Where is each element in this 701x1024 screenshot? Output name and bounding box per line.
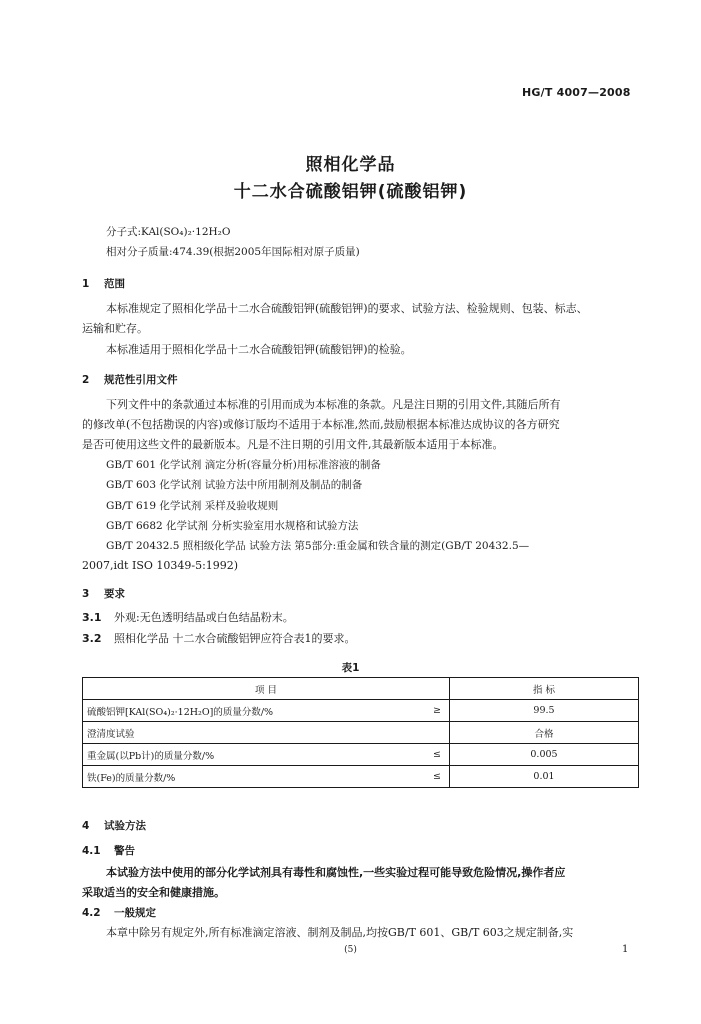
clause-title: 一般规定 — [114, 907, 156, 919]
table-cell-item: 硫酸铝钾[KAl(SO₄)₂·12H₂O]的质量分数/% — [83, 700, 426, 722]
section-title: 范围 — [104, 278, 125, 290]
requirement-3-2 — [82, 630, 356, 648]
reference-continuation: 2007,idt ISO 10349-5:1992) — [82, 559, 239, 572]
molecular-formula: 分子式:KAl(SO₄)₂·12H₂O — [106, 226, 231, 238]
reference-item: GB/T 601 化学试剂 滴定分析(容量分析)用标准溶液的制备 — [106, 459, 381, 471]
paragraph-line: 的修改单(不包括勘误的内容)或修订版均不适用于本标准,然而,鼓励根据本标准达成协议的各方研究 — [82, 418, 560, 431]
section-number: 3 — [82, 588, 90, 600]
section-number: 1 — [82, 278, 90, 290]
table-cell-operator — [425, 722, 450, 744]
section-1-heading — [82, 276, 125, 291]
table-row — [83, 722, 639, 744]
table-cell-operator: ≥ — [425, 700, 450, 722]
paragraph-line: 本标准适用于照相化学品十二水合硫酸铝钾(硫酸铝钾)的检验。 — [106, 343, 412, 356]
requirement-3-1 — [82, 609, 294, 627]
requirements-table — [82, 677, 639, 788]
reference-item: GB/T 6682 化学试剂 分析实验室用水规格和试验方法 — [106, 520, 359, 532]
section-4-2-heading — [82, 905, 156, 920]
paragraph-line: 运输和贮存。 — [82, 322, 148, 335]
section-number: 2 — [82, 374, 90, 386]
paragraph-line: 下列文件中的条款通过本标准的引用而成为本标准的条款。凡是注日期的引用文件,其随后所有 — [106, 398, 561, 411]
clause-number: 4.1 — [82, 845, 101, 857]
table-cell-value: 合格 — [450, 722, 639, 744]
clause-text: 照相化学品 十二水合硫酸铝钾应符合表1的要求。 — [114, 632, 356, 645]
clause-number: 4.2 — [82, 907, 101, 919]
section-3-heading — [82, 586, 125, 601]
table-cell-item: 重金属(以Pb计)的质量分数/% — [83, 744, 426, 766]
section-4-heading — [82, 818, 146, 833]
section-4-1-heading — [82, 843, 135, 858]
document-title-line2: 十二水合硫酸铝钾(硫酸铝钾) — [233, 182, 468, 202]
table-cell-value: 99.5 — [450, 700, 639, 722]
section-title: 要求 — [104, 588, 125, 600]
table-cell-item: 铁(Fe)的质量分数/% — [83, 766, 426, 788]
section-number: 4 — [82, 820, 90, 832]
reference-item: GB/T 20432.5 照相级化学品 试验方法 第5部分:重金属和铁含量的测定(GB/T 20432.5— — [106, 540, 530, 552]
section-title: 试验方法 — [104, 820, 146, 832]
table-header-value: 指 标 — [450, 678, 639, 700]
page-mark: 1 — [622, 944, 629, 955]
clause-title: 警告 — [114, 845, 135, 857]
table-header-item: 项 目 — [83, 678, 450, 700]
reference-item: GB/T 603 化学试剂 试验方法中所用制剂及制品的制备 — [106, 479, 363, 491]
warning-line: 采取适当的安全和健康措施。 — [82, 886, 225, 899]
clause-text: 外观:无色透明结晶或白色结晶粉末。 — [114, 611, 294, 624]
table-cell-operator: ≤ — [425, 744, 450, 766]
table-caption: 表1 — [341, 662, 360, 674]
clause-number: 3.2 — [82, 632, 102, 645]
warning-line: 本试验方法中使用的部分化学试剂具有毒性和腐蚀性,一些实验过程可能导致危险情况,操作者应 — [106, 866, 566, 879]
section-2-heading — [82, 372, 178, 387]
standard-code: HG/T 4007—2008 — [522, 86, 631, 99]
paragraph-line: 本标准规定了照相化学品十二水合硫酸铝钾(硫酸铝钾)的要求、试验方法、检验规则、包装、标志、 — [106, 302, 588, 315]
section-title: 规范性引用文件 — [104, 374, 178, 386]
table-cell-value: 0.01 — [450, 766, 639, 788]
paragraph-line: 是否可使用这些文件的最新版本。凡是不注日期的引用文件,其最新版本适用于本标准。 — [82, 438, 504, 451]
document-title-line1: 照相化学品 — [305, 155, 396, 175]
molecular-mass: 相对分子质量:474.39(根据2005年国际相对原子质量) — [106, 246, 360, 258]
table-cell-item: 澄清度试验 — [83, 722, 426, 744]
table-row — [83, 744, 639, 766]
table-row — [83, 766, 639, 788]
paragraph-line: 本章中除另有规定外,所有标准滴定溶液、制剂及制品,均按GB/T 601、GB/T 603之规定制备,实 — [106, 926, 574, 939]
page-number: (5) — [344, 945, 357, 955]
clause-number: 3.1 — [82, 611, 102, 624]
table-header-row — [83, 678, 639, 700]
table-cell-operator: ≤ — [425, 766, 450, 788]
table-row — [83, 700, 639, 722]
table-cell-value: 0.005 — [450, 744, 639, 766]
reference-item: GB/T 619 化学试剂 采样及验收规则 — [106, 500, 279, 512]
